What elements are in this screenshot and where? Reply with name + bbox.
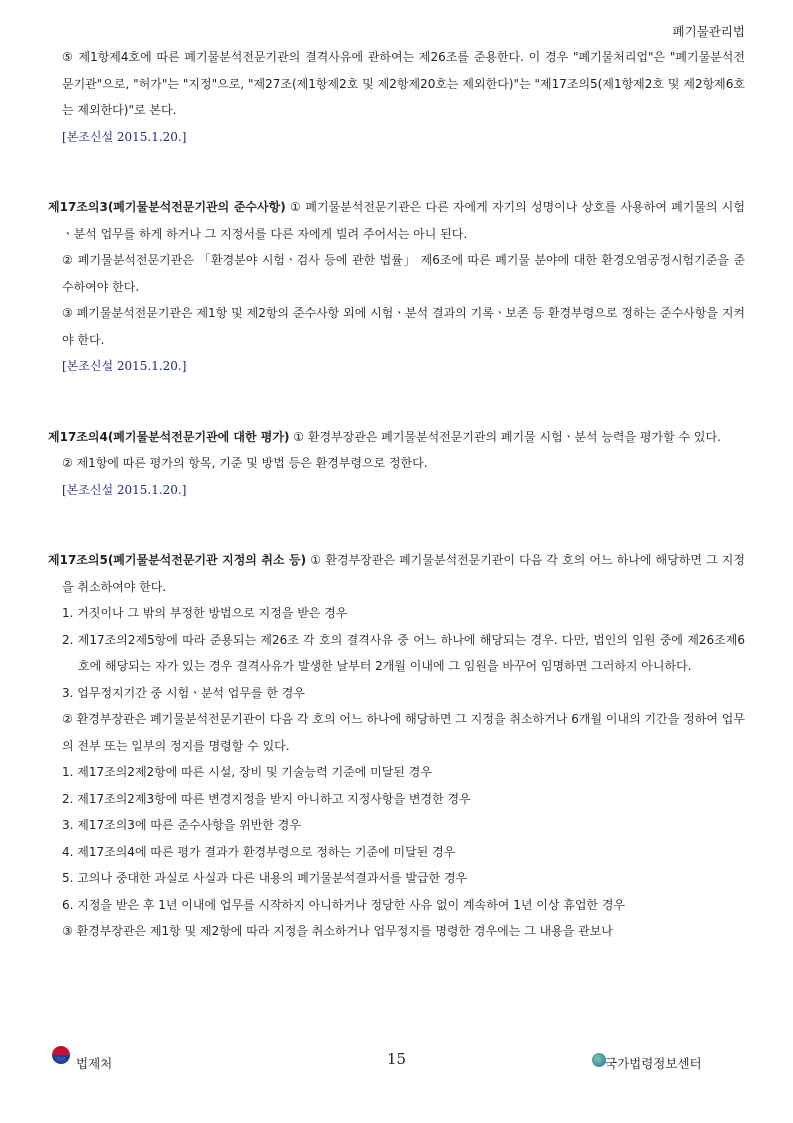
amendment-note	[48, 353, 745, 380]
clause-item	[48, 600, 745, 627]
section-gap	[48, 150, 745, 194]
paragraph	[48, 44, 745, 124]
line-text: [본조신설 2015.1.20.]	[62, 359, 187, 373]
line-text: 5. 고의나 중대한 과실로 사실과 다른 내용의 폐기물분석결과서를 발급한 경우	[62, 871, 468, 885]
line-text: ② 환경부장관은 폐기물분석전문기관이 다음 각 호의 어느 하나에 해당하면 그 지정을 취소하거나 6개월 이내의 기간을 정하여 업무의 전부 또는 일부의 정지를 명령할 수 있다.	[62, 712, 745, 753]
line-text: 2. 제17조의2제3항에 따른 변경지정을 받지 아니하고 지정사항을 변경한 경우	[62, 791, 471, 806]
paragraph	[48, 706, 745, 759]
article-title: 제17조의5(폐기물분석전문기관 지정의 취소 등)	[48, 553, 307, 567]
paragraph	[48, 424, 745, 451]
footer-right-label: 국가법령정보센터	[605, 1056, 702, 1071]
page-footer	[0, 1046, 793, 1076]
paragraph	[48, 918, 745, 945]
line-text: ② 제1항에 따른 평가의 항목, 기준 및 방법 등은 환경부령으로 정한다.	[62, 456, 428, 470]
line-text: ① 환경부장관은 폐기물분석전문기관이 다음 각 호의 어느 하나에 해당하면 그 지정을 취소하여야 한다.	[62, 553, 745, 594]
article-title: 제17조의4(폐기물분석전문기관에 대한 평가)	[48, 429, 290, 444]
clause-item	[48, 627, 745, 680]
line-text: [본조신설 2015.1.20.]	[62, 482, 187, 497]
line-text: ① 폐기물분석전문기관은 다른 자에게 자기의 성명이나 상호를 사용하여 폐기물의 시험ㆍ분석 업무를 하게 하거나 그 지정서를 다른 자에게 빌려 주어서는 아니 된다.	[62, 200, 745, 241]
paragraph	[48, 300, 745, 353]
page-number: 15	[386, 1050, 407, 1068]
line-text: 1. 제17조의2제2항에 따른 시설, 장비 및 기술능력 기준에 미달된 경우	[62, 765, 432, 779]
line-text: ② 폐기물분석전문기관은 「환경분야 시험ㆍ검사 등에 관한 법률」 제6조에 따른 폐기물 분야에 대한 환경오염공정시험기준을 준수하여야 한다.	[62, 253, 745, 294]
amendment-note	[48, 124, 745, 151]
section-gap	[48, 503, 745, 547]
law-title-header: 폐기물관리법	[672, 24, 745, 39]
clause-item	[48, 786, 745, 813]
line-text: ① 환경부장관은 폐기물분석전문기관의 폐기물 시험ㆍ분석 능력을 평가할 수 있다.	[293, 429, 721, 444]
paragraph	[48, 450, 745, 477]
line-text: ③ 폐기물분석전문기관은 제1항 및 제2항의 준수사항 외에 시험ㆍ분석 결과의 기록ㆍ보존 등 환경부령으로 정하는 준수사항을 지켜야 한다.	[62, 306, 745, 347]
clause-item	[48, 839, 745, 866]
clause-item	[48, 680, 745, 707]
article-title: 제17조의3(폐기물분석전문기관의 준수사항)	[48, 200, 286, 214]
clause-item	[48, 759, 745, 786]
clause-item	[48, 865, 745, 892]
paragraph	[48, 547, 745, 600]
line-text: 6. 지정을 받은 후 1년 이내에 업무를 시작하지 아니하거나 정당한 사유 없이 계속하여 1년 이상 휴업한 경우	[62, 897, 626, 912]
clause-item	[48, 812, 745, 839]
section-gap	[48, 380, 745, 424]
line-text: ③ 환경부장관은 제1항 및 제2항에 따라 지정을 취소하거나 업무정지를 명령한 경우에는 그 내용을 관보나	[62, 924, 613, 938]
paragraph	[48, 247, 745, 300]
footer-left-label: 법제처	[76, 1056, 113, 1071]
amendment-note	[48, 477, 745, 504]
clause-item	[48, 892, 745, 919]
line-text: 3. 업무정지기간 중 시험ㆍ분석 업무를 한 경우	[62, 685, 305, 700]
line-text: [본조신설 2015.1.20.]	[62, 129, 187, 144]
line-text: 2. 제17조의2제5항에 따라 준용되는 제26조 각 호의 결격사유 중 어느 하나에 해당되는 경우. 다만, 법인의 임원 중에 제26조제6호에 해당되는 자가 있는 경우 결격사유가 발생한 날부터 2개월 이내에 그 임원을 바꾸어 임명하면 그러하지 아니하다.	[62, 632, 745, 673]
line-text: ⑤ 제1항제4호에 따른 폐기물분석전문기관의 결격사유에 관하여는 제26조를 준용한다. 이 경우 "폐기물처리업"은 "폐기물분석전문기관"으로, "허가"는 "지정"으로, "제27조(제1항제2호 및 제2항제20호는 제외한다)"는 "제17조의5(제1항제2호 및 제2항제6호는 제외한다)"로 본다.	[62, 50, 745, 117]
line-text: 4. 제17조의4에 따른 평가 결과가 환경부령으로 정하는 기준에 미달된 경우	[62, 844, 456, 859]
line-text: 3. 제17조의3에 따른 준수사항을 위반한 경우	[62, 818, 301, 832]
paragraph	[48, 194, 745, 247]
law-center-globe-icon	[592, 1053, 606, 1067]
line-text: 1. 거짓이나 그 밖의 부정한 방법으로 지정을 받은 경우	[62, 606, 348, 620]
document-body	[48, 44, 745, 945]
